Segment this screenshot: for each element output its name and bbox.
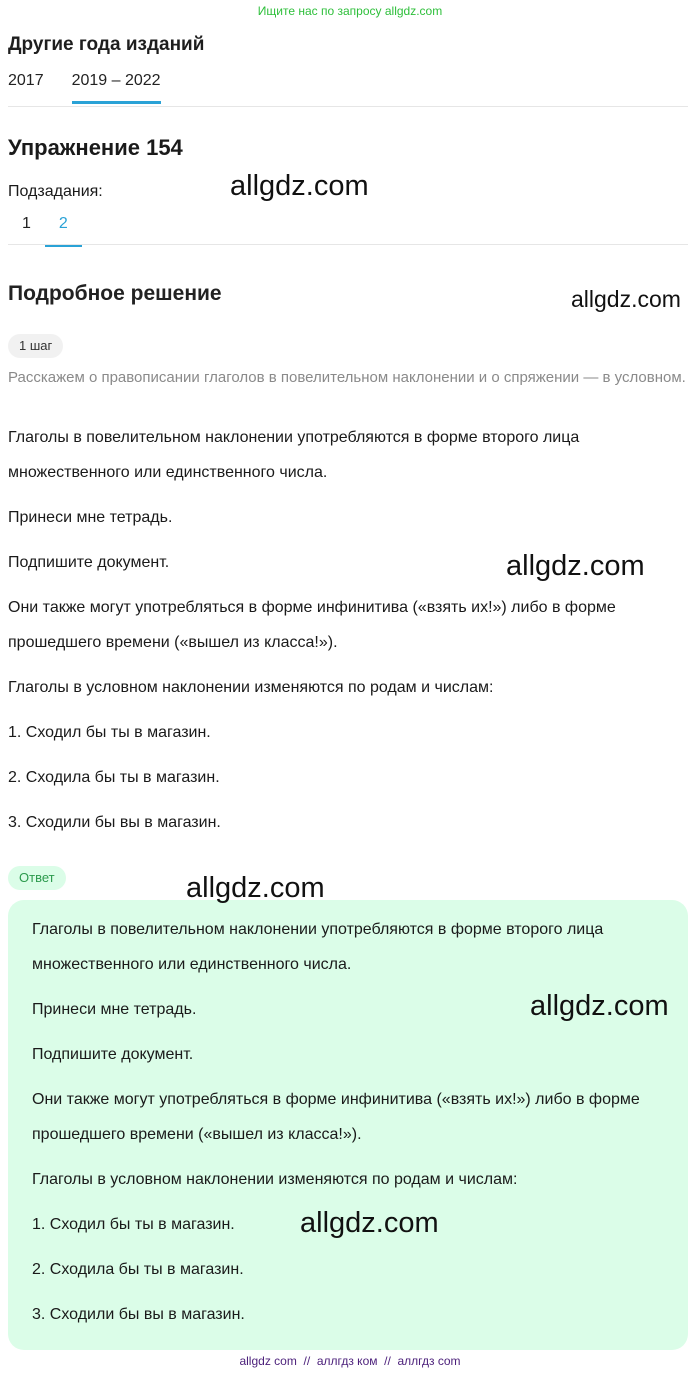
watermark: allgdz.com — [230, 170, 369, 202]
subtask-tab-2[interactable]: 2 — [45, 215, 82, 247]
watermark: allgdz.com — [300, 1207, 439, 1239]
answer-paragraph: Глаголы в условном наклонении изменяются по родам и числам: — [32, 1171, 518, 1188]
solution-paragraph: Они также могут употребляться в форме инфинитива («взять их!») либо в форме прошедшего времени («вышел из класса!»). — [8, 599, 616, 651]
search-banner: Ищите нас по запросу allgdz.com — [257, 4, 443, 18]
tab-2019-2022[interactable]: 2019 – 2022 — [72, 72, 161, 104]
answer-badge: Ответ — [8, 866, 66, 890]
solution-body — [8, 420, 688, 850]
watermark: allgdz.com — [571, 286, 681, 312]
solution-title: Подробное решение — [8, 282, 222, 305]
solution-paragraph: 3. Сходили бы вы в магазин. — [8, 814, 221, 831]
solution-paragraph: Глаголы в условном наклонении изменяются по родам и числам: — [8, 679, 494, 696]
solution-paragraph: Принеси мне тетрадь. — [8, 509, 173, 526]
solution-paragraph: 2. Сходила бы ты в магазин. — [8, 769, 220, 786]
footer-links: allgdz com // аллгдз ком // аллгдз com — [239, 1354, 461, 1368]
solution-paragraph: Глаголы в повелительном наклонении употребляются в форме второго лица множественного или единственного числа. — [8, 429, 580, 481]
step-hint: Расскажем о правописании глаголов в повелительном наклонении и о спряжении — в условном. — [8, 369, 686, 386]
answer-paragraph: Принеси мне тетрадь. — [32, 1001, 197, 1018]
step-badge: 1 шаг — [8, 334, 63, 358]
subtask-tabs — [22, 215, 82, 247]
divider — [8, 106, 688, 107]
answer-paragraph: Глаголы в повелительном наклонении употребляются в форме второго лица множественного или единственного числа. — [32, 921, 604, 973]
page-title: Упражнение 154 — [8, 135, 183, 160]
answer-paragraph: 1. Сходил бы ты в магазин. — [32, 1216, 235, 1233]
solution-paragraph: 1. Сходил бы ты в магазин. — [8, 724, 211, 741]
tab-2017[interactable]: 2017 — [8, 72, 44, 89]
answer-paragraph: Подпишите документ. — [32, 1046, 194, 1063]
subtasks-label: Подзадания: — [8, 183, 103, 200]
watermark: allgdz.com — [506, 550, 645, 582]
editions-title: Другие года изданий — [8, 34, 205, 55]
subtask-tab-1[interactable]: 1 — [22, 215, 31, 232]
watermark: allgdz.com — [530, 990, 669, 1022]
divider — [8, 244, 688, 245]
answer-paragraph: 3. Сходили бы вы в магазин. — [32, 1306, 245, 1323]
answer-paragraph: 2. Сходила бы ты в магазин. — [32, 1261, 244, 1278]
watermark: allgdz.com — [186, 872, 325, 904]
editions-tabs — [8, 72, 161, 104]
answer-box — [8, 900, 688, 1350]
solution-paragraph: Подпишите документ. — [8, 554, 170, 571]
answer-paragraph: Они также могут употребляться в форме инфинитива («взять их!») либо в форме прошедшего времени («вышел из класса!»). — [32, 1091, 640, 1143]
